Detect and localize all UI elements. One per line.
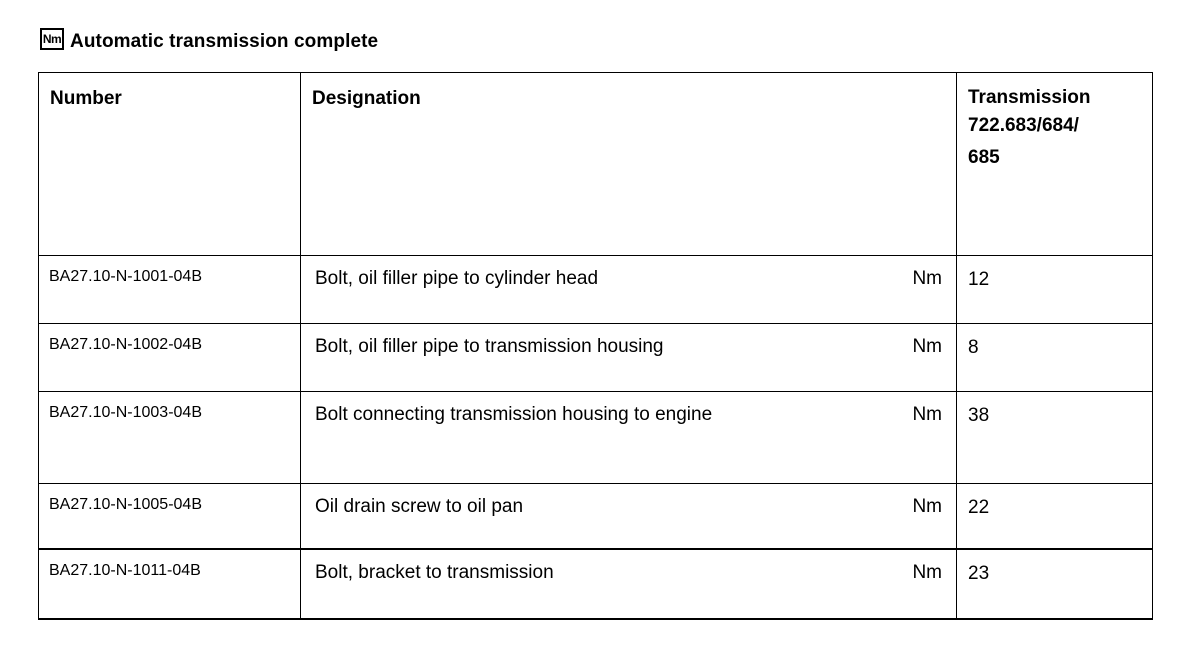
row-designation: Oil drain screw to oil pan Nm: [301, 484, 957, 550]
header-transmission-line2: 722.683/684/: [968, 115, 1079, 136]
row-number: BA27.10-N-1003-04B: [39, 392, 301, 484]
unit-label: Nm: [912, 404, 942, 425]
row-designation: Bolt connecting transmission housing to engine Nm: [301, 392, 957, 484]
row-value: 38: [957, 392, 1153, 484]
table-row: [39, 392, 1153, 484]
section-title: [40, 28, 378, 56]
table-row: [39, 256, 1153, 324]
row-value: 8: [957, 324, 1153, 392]
header-number: Number: [39, 73, 301, 256]
header-designation: Designation: [301, 73, 957, 256]
row-number: BA27.10-N-1005-04B: [39, 484, 301, 550]
row-number: BA27.10-N-1001-04B: [39, 256, 301, 324]
torque-spec-table: [38, 72, 1153, 620]
unit-label: Nm: [912, 496, 942, 517]
unit-label: Nm: [912, 562, 942, 583]
header-transmission: [957, 73, 1153, 256]
row-value: 12: [957, 256, 1153, 324]
table-row: [39, 484, 1153, 550]
unit-label: Nm: [912, 268, 942, 289]
unit-label: Nm: [912, 336, 942, 357]
header-transmission-line3: 685: [968, 147, 1000, 168]
section-title-text: Automatic transmission complete: [70, 31, 379, 52]
header-transmission-line1: Transmission: [968, 87, 1091, 108]
row-value: 22: [957, 484, 1153, 550]
row-value: 23: [957, 549, 1153, 619]
torque-nm-icon: Nm: [40, 28, 64, 50]
row-number: BA27.10-N-1011-04B: [39, 549, 301, 619]
table-header-row: [39, 73, 1153, 256]
table-row: [39, 324, 1153, 392]
row-number: BA27.10-N-1002-04B: [39, 324, 301, 392]
row-designation: Bolt, oil filler pipe to cylinder head Nm: [301, 256, 957, 324]
row-designation: Bolt, bracket to transmission Nm: [301, 549, 957, 619]
table-row: [39, 549, 1153, 619]
row-designation: Bolt, oil filler pipe to transmission housing Nm: [301, 324, 957, 392]
